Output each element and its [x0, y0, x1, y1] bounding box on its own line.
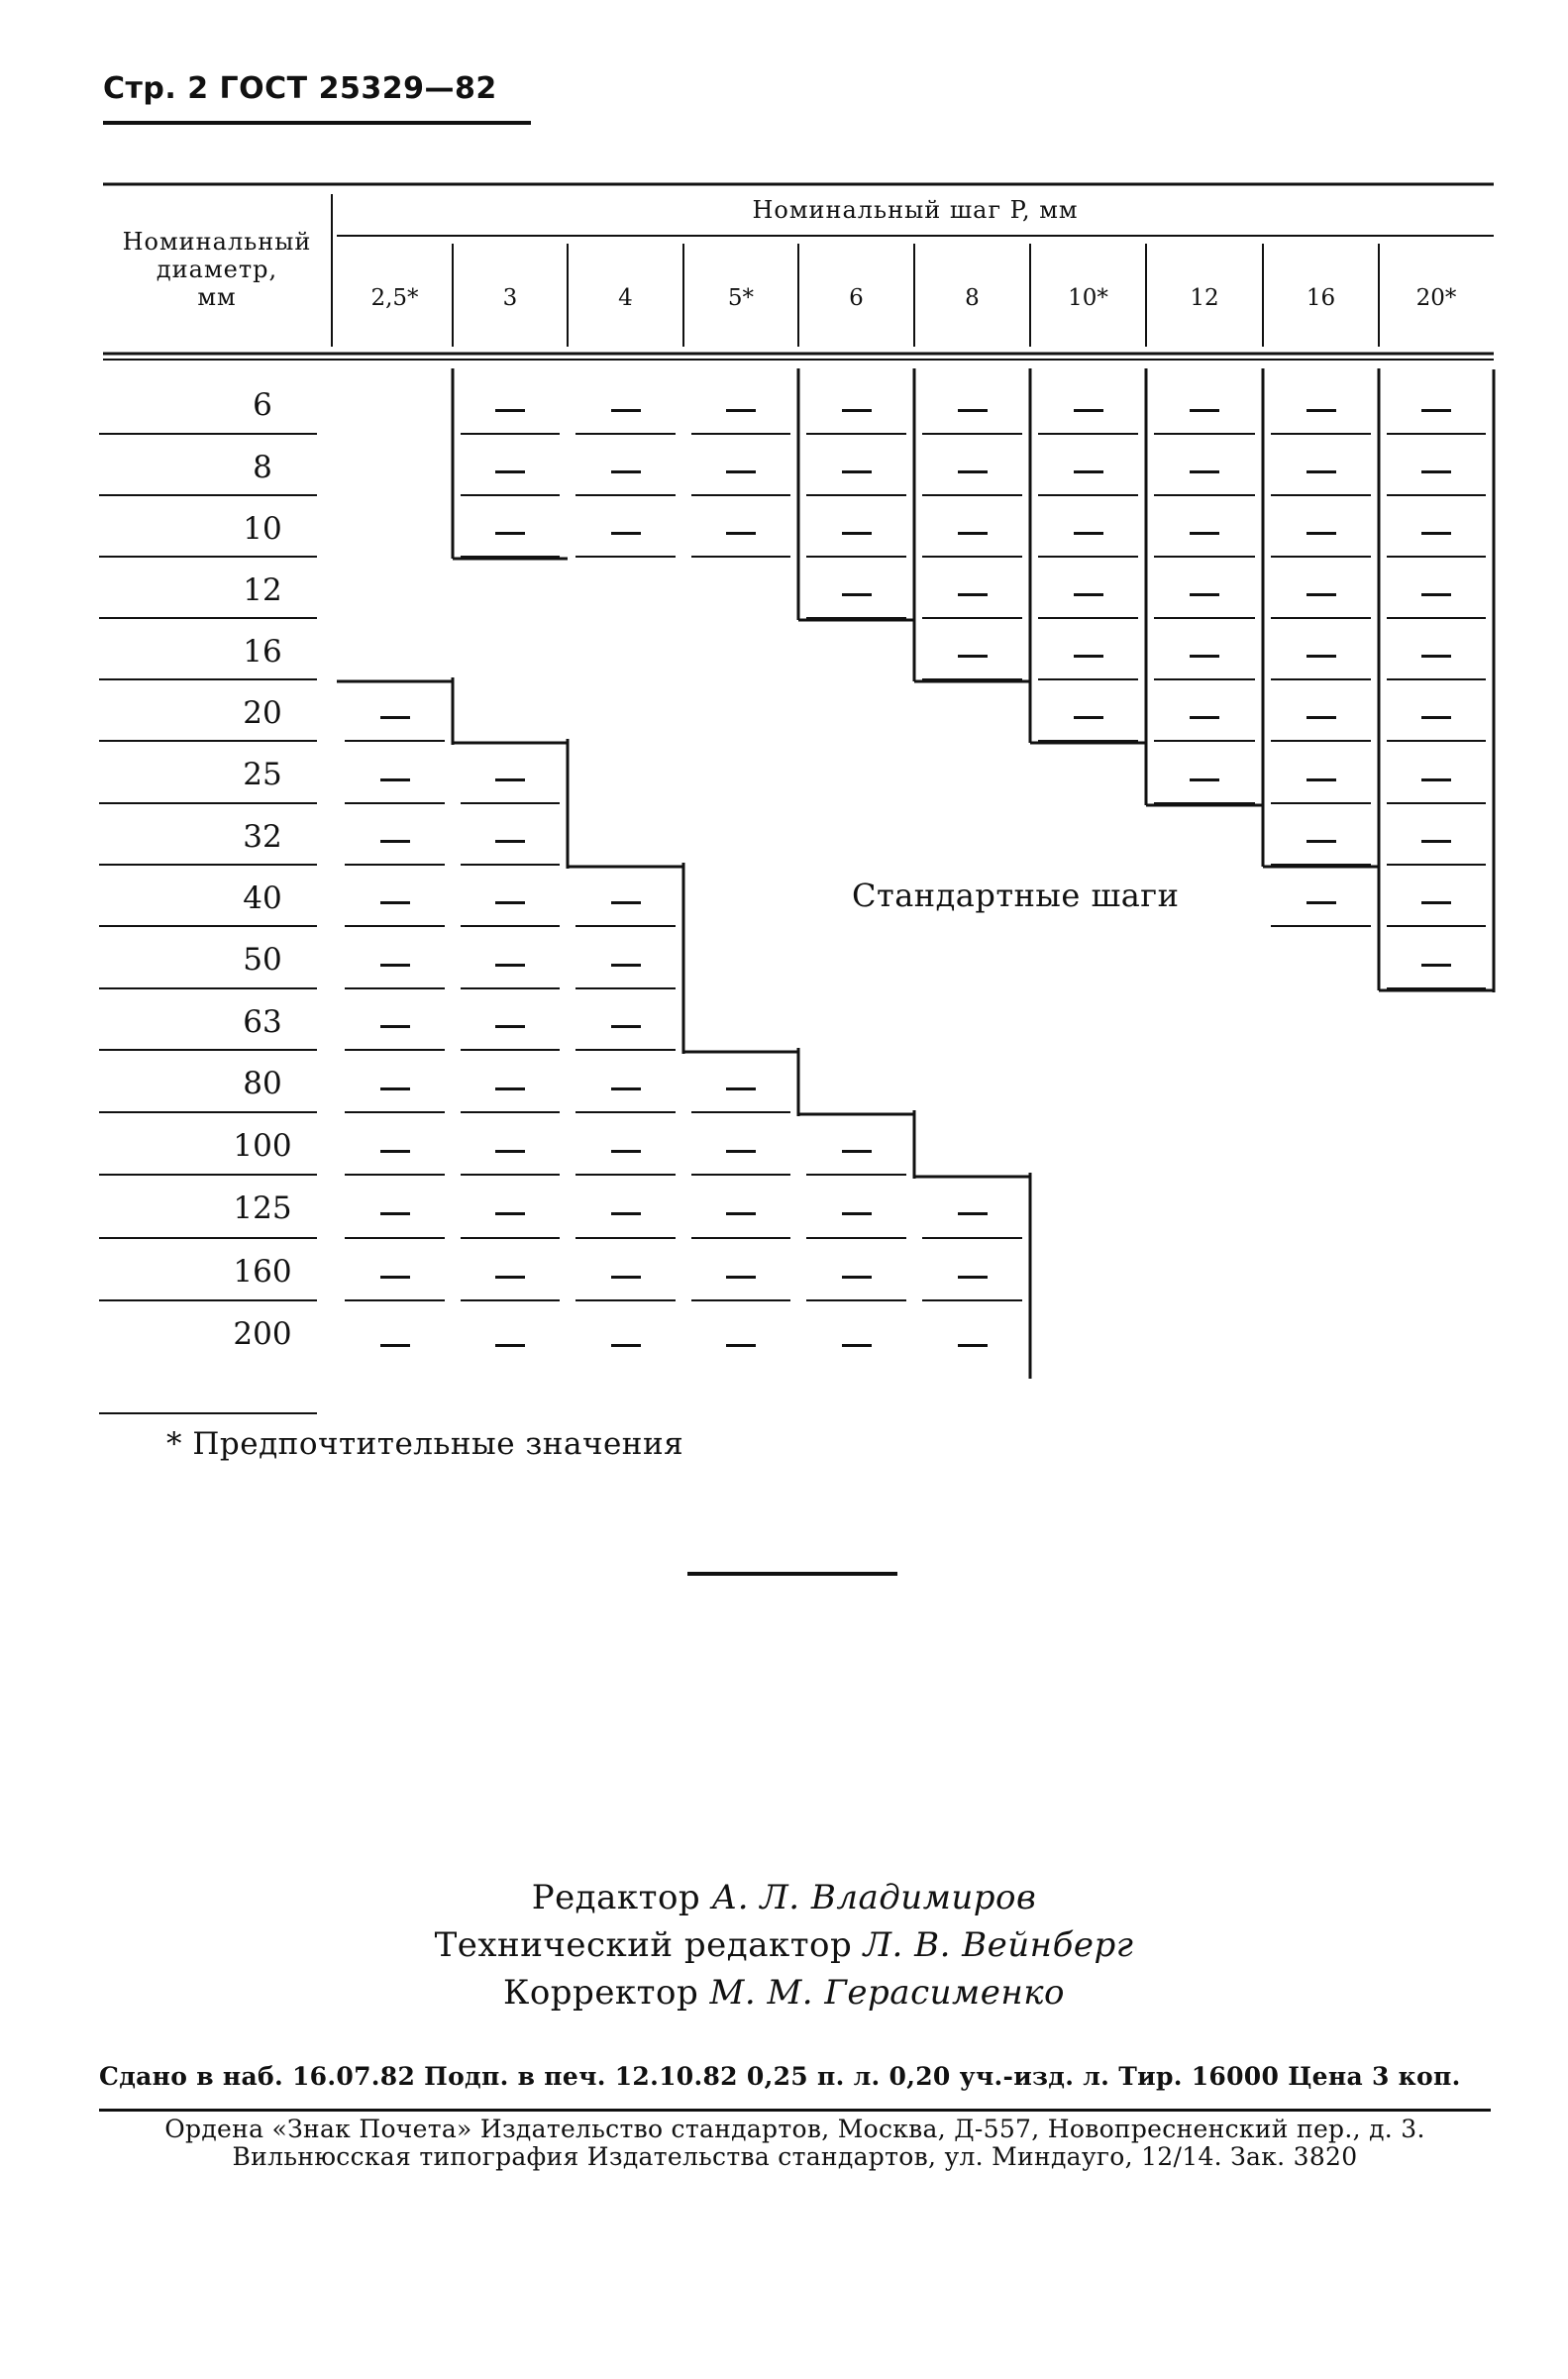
- credit-tech-editor: [0, 1925, 1568, 1965]
- cell-dash: [1421, 778, 1451, 781]
- cell-dash: [1307, 716, 1336, 719]
- cell-dash: [958, 1276, 988, 1279]
- cell-dash: [495, 1087, 525, 1090]
- print-rule: [99, 2109, 1491, 2112]
- diameter-row-label: 100: [233, 1128, 292, 1164]
- publisher-info: [99, 2116, 1491, 2171]
- cell-dash: [495, 1212, 525, 1215]
- cell-dash: [726, 1276, 756, 1279]
- tech-editor-role: Технический редактор: [434, 1925, 853, 1965]
- pitch-col-7: 10*: [1068, 285, 1108, 311]
- diameter-row-label: 50: [243, 942, 282, 978]
- section-divider: [687, 1572, 897, 1576]
- pitch-col-9: 16: [1306, 285, 1336, 311]
- cell-dash: [495, 1276, 525, 1279]
- cell-dash: [611, 1150, 641, 1153]
- cell-dash: [1307, 593, 1336, 596]
- cell-dash: [495, 470, 525, 473]
- cell-dash: [611, 1344, 641, 1347]
- diameter-header-line: Номинальный: [122, 228, 312, 256]
- cell-dash: [958, 1212, 988, 1215]
- pitch-col-8: 12: [1190, 285, 1219, 311]
- cell-dash: [726, 1212, 756, 1215]
- cell-dash: [842, 593, 872, 596]
- pitch-col-10: 20*: [1415, 285, 1457, 311]
- cell-dash: [1190, 593, 1219, 596]
- cell-dash: [1074, 716, 1103, 719]
- pitch-col-1: 2,5*: [370, 285, 419, 311]
- diameter-row-label: 63: [243, 1004, 282, 1040]
- cell-dash: [380, 1150, 410, 1153]
- cell-dash: [1190, 716, 1219, 719]
- cell-dash: [495, 964, 525, 967]
- corrector-name: М. М. Герасименко: [709, 1973, 1065, 2013]
- cell-dash: [1307, 409, 1336, 412]
- diameter-row-label: 12: [243, 572, 282, 608]
- cell-dash: [1421, 901, 1451, 904]
- cell-dash: [1307, 655, 1336, 658]
- cell-dash: [611, 470, 641, 473]
- cell-dash: [1190, 655, 1219, 658]
- cell-dash: [1421, 716, 1451, 719]
- cell-dash: [1190, 470, 1219, 473]
- cell-dash: [1421, 964, 1451, 967]
- cell-dash: [1074, 655, 1103, 658]
- diameter-row-label: 16: [243, 634, 282, 670]
- cell-dash: [380, 716, 410, 719]
- cell-dash: [1190, 532, 1219, 535]
- diameter-row-label: 80: [243, 1066, 282, 1101]
- cell-dash: [380, 1276, 410, 1279]
- page-header: Стр. 2 ГОСТ 25329—82: [103, 71, 497, 106]
- typography-line: Вильнюсская типография Издательства стандартов, ул. Миндауго, 12/14. Зак. 3820: [232, 2142, 1358, 2171]
- diameter-row-label: 10: [243, 511, 282, 547]
- cell-dash: [611, 532, 641, 535]
- diameter-row-label: 32: [243, 819, 282, 855]
- cell-dash: [1421, 655, 1451, 658]
- cell-dash: [842, 532, 872, 535]
- cell-dash: [1074, 409, 1103, 412]
- pitch-col-6: 8: [965, 285, 980, 311]
- cell-dash: [726, 1150, 756, 1153]
- cell-dash: [611, 964, 641, 967]
- footnote: * Предпочтительные значения: [166, 1426, 684, 1462]
- cell-dash: [726, 1344, 756, 1347]
- cell-dash: [1421, 532, 1451, 535]
- cell-dash: [380, 1344, 410, 1347]
- cell-dash: [726, 1087, 756, 1090]
- diameter-row-label: 160: [233, 1254, 292, 1290]
- cell-dash: [495, 409, 525, 412]
- tech-editor-name: Л. В. Вейнберг: [863, 1925, 1134, 1965]
- cell-dash: [611, 1276, 641, 1279]
- cell-dash: [958, 409, 988, 412]
- cell-dash: [842, 1150, 872, 1153]
- pitch-header: Номинальный шаг P, мм: [752, 196, 1079, 224]
- cell-dash: [495, 778, 525, 781]
- standard-pitches-label: Стандартные шаги: [852, 877, 1180, 914]
- cell-dash: [495, 840, 525, 843]
- cell-dash: [380, 1212, 410, 1215]
- cell-dash: [380, 1025, 410, 1028]
- cell-dash: [1307, 901, 1336, 904]
- pitch-col-5: 6: [849, 285, 864, 311]
- cell-dash: [495, 1344, 525, 1347]
- cell-dash: [958, 1344, 988, 1347]
- cell-dash: [380, 964, 410, 967]
- diameter-row-label: 200: [233, 1316, 292, 1352]
- diameter-header-line: мм: [197, 283, 237, 311]
- cell-dash: [1421, 409, 1451, 412]
- cell-dash: [958, 532, 988, 535]
- cell-dash: [1074, 470, 1103, 473]
- cell-dash: [495, 1025, 525, 1028]
- editor-role: Редактор: [531, 1878, 701, 1917]
- cell-dash: [1307, 470, 1336, 473]
- cell-dash: [842, 1212, 872, 1215]
- cell-dash: [1190, 409, 1219, 412]
- diameter-row-label: 8: [253, 450, 272, 485]
- cell-dash: [380, 778, 410, 781]
- cell-dash: [958, 655, 988, 658]
- cell-dash: [1307, 840, 1336, 843]
- cell-dash: [611, 1025, 641, 1028]
- cell-dash: [495, 532, 525, 535]
- diameter-row-label: 20: [243, 695, 282, 731]
- cell-dash: [958, 593, 988, 596]
- cell-dash: [842, 470, 872, 473]
- cell-dash: [1307, 778, 1336, 781]
- pitch-col-4: 5*: [727, 285, 755, 311]
- cell-dash: [1421, 593, 1451, 596]
- cell-dash: [842, 1276, 872, 1279]
- print-info: Сдано в наб. 16.07.82 Подп. в печ. 12.10.82 0,25 п. л. 0,20 уч.-изд. л. Тир. 16000 Цена 3 коп.: [99, 2062, 1461, 2091]
- cell-dash: [1421, 840, 1451, 843]
- corrector-role: Корректор: [503, 1973, 699, 2013]
- cell-dash: [611, 409, 641, 412]
- diameter-row-label: 6: [253, 387, 272, 423]
- cell-dash: [611, 1087, 641, 1090]
- credit-editor: [0, 1878, 1568, 1917]
- publisher-line: Ордена «Знак Почета» Издательство стандартов, Москва, Д-557, Новопресненский пер., д. 3.: [164, 2115, 1425, 2143]
- cell-dash: [842, 1344, 872, 1347]
- cell-dash: [380, 840, 410, 843]
- cell-dash: [726, 532, 756, 535]
- cell-dash: [380, 901, 410, 904]
- cell-dash: [726, 409, 756, 412]
- cell-dash: [842, 409, 872, 412]
- diameter-header-line: диаметр,: [156, 256, 278, 283]
- credit-corrector: [0, 1973, 1568, 2013]
- cell-dash: [1307, 532, 1336, 535]
- cell-dash: [958, 470, 988, 473]
- cell-dash: [1074, 532, 1103, 535]
- diameter-row-label: 25: [243, 757, 282, 792]
- cell-dash: [1074, 593, 1103, 596]
- cell-dash: [495, 1150, 525, 1153]
- diameter-row-label: 125: [233, 1190, 292, 1226]
- cell-dash: [1190, 778, 1219, 781]
- cell-dash: [1421, 470, 1451, 473]
- diameter-row-label: 40: [243, 880, 282, 916]
- cell-dash: [380, 1087, 410, 1090]
- pitch-col-3: 4: [618, 285, 633, 311]
- pitch-col-2: 3: [502, 285, 518, 311]
- editor-name: А. Л. Владимиров: [711, 1878, 1037, 1917]
- cell-dash: [726, 470, 756, 473]
- cell-dash: [495, 901, 525, 904]
- cell-dash: [611, 901, 641, 904]
- cell-dash: [611, 1212, 641, 1215]
